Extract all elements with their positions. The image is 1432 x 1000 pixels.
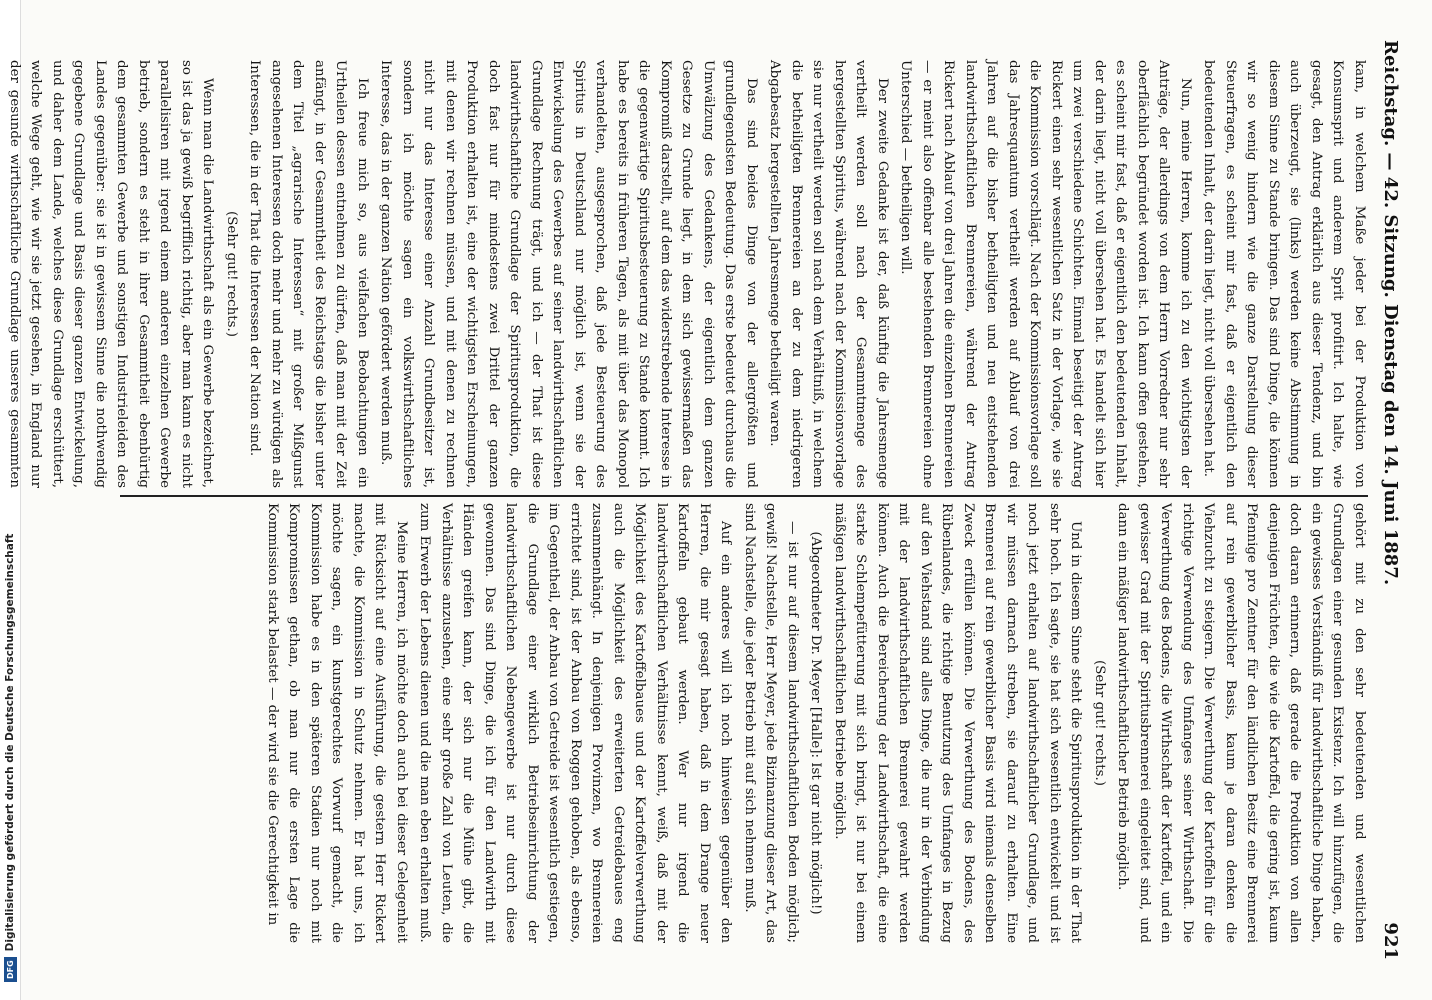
interjection: (Sehr gut! rechts.) <box>1092 659 1107 786</box>
text-column-right <box>120 503 1370 943</box>
paragraph: Der zweite Gedanke ist der, daß künftig die Jahresmenge vertheilt werden soll nach der Gesammtmenge des hergestellten Spiritus, während nach der Kommissionsvorlage sie nur vertheilt werden soll nach dem Verhältniß, in welchem die betheiligten Brennereien an der zu dem niedrigeren Abgabesatz hergestellten Jahresmenge betheiligt waren. <box>767 60 890 488</box>
text-column-right-content <box>120 503 1370 943</box>
page-number: 921 <box>1380 922 1401 960</box>
header-title: Reichstag. — 42. Sitzung. Dienstag den 14. Juni 1887. <box>1380 40 1401 586</box>
paragraph: — ist nur auf diesem landwirthschaftlichen Boden möglich; gewiß! Nachstelle, Herr Meyer, jede Bizinanzung dieser Art, das sind Nachstelle, die jeder Betrieb mit auf sich nehmen muß. <box>742 503 800 943</box>
running-header <box>1370 0 1410 1000</box>
running-header-text <box>1370 0 1410 1000</box>
interjection: (Abgeordneter Dr. Meyer [Halle]: Ist gar nicht möglich!) <box>808 531 824 915</box>
paragraph: Wenn man die Landwirthschaft als ein Gewerbe bezeichnet, so ist das ja gewiß begrifflich richtig, aber man kann es nicht parallelisiren mit irgend einem anderen einzelnen Gewerbe betrieb, sondern es steht in ihrer Gesammtheit ebenbürtig dem gesammten Gewerbe und sonstigen Industrieleiden des Landes gegenüber: sie ist in gewissem Sinne die nothwendig gegebene Grundlage und Basis dieser ganzen Entwickelung, und daher dem Lande, welches diese Grundlage erschüttert, welche Wege geht, wie wir sie jetzt gesehen, in England nur der gesunde wirthschaftliche Grundlage unseres gesammten <box>7 60 216 488</box>
paragraph: Nun, meine Herren, komme ich zu den wichtigsten der Anträge, der allerdings von dem Herrn Vorredner nur sehr oberflächlich begründet worden ist. Ich kann offen gestehen, es scheint mir fast, daß er eigentlich den bedeutenden Inhalt, der darin liegt, nicht voll übersehen hat. Es handelt sich hier um zwei verschiedene Schichten. Einmal beseitigt der Antrag Rickert einen sehr wesentlichen Satz in der Vorlage, wie sie die Kommission vorschlägt. Nach der Kommissionsvorlage soll das Jahresquantum vertheilt werden auf Ablauf von drei Jahren auf die bisher betheiligten und neu entstehenden landwirthschaftlichen Brennereien, während der Antrag Rickert nach Ablauf von drei Jahren die einzelnen Brennereien — er meint also offenbar alle bestehenden Brennereien ohne Unterschied — betheiligen will. <box>898 60 1193 488</box>
credit-text: Digitalisierung gefördert durch die Deutsche Forschungsgemeinschaft <box>4 533 16 952</box>
interjection: (Sehr gut! rechts.) <box>224 210 239 337</box>
paragraph: Und in diesem Sinne steht die Spiritusproduktion in der That sehr hoch. Ich sagte, sie hat sich wesentlich entwickelt und ist noch jetzt erhalten auf landwirthschaftlicher Grundlage, und wir müssen darnach streben, sie darauf zu erhalten. Eine Brennerei auf rein gewerblicher Basis wird niemals denselben Zweck erfüllen können. Die Verwerthung des Bodens, des Rübenlandes, die richtige Benutzung des Umfanges in Bezug auf den Viehstand sind alles Dinge, die nur in der Verbindung mit der landwirthschaftlichen Brennerei gewahrt werden können. Auch die Bereicherung der Landwirthschaft, die eine starke Schlempefütterung mit sich bringt, ist nur bei einem mäßigen landwirthschaftlichen Betriebe möglich. <box>832 503 1084 943</box>
paragraph: gehört mit zu den sehr bedeutenden und wesentlichen Grundlagen einer gesunden Existenz. Ich will hinzufügen, die ein gewisses Verständniß für landwirthschaftliche Dinge haben, doch daran erinnern, daß gerade die Produktion von allen denjenigen Früchten, die wie die Kartoffel, die gering ist, kaum Pfennige pro Zentner für den ländlichen Besitz eine Brennerei auf rein gewerblicher Basis, kaum je daran denken die Viehzucht zu steigern. Die Verwerthung der Kartoffeln für die richtige Verwendung des Umfanges seiner Wirthschaft. Die Verwerthung des Bodens, die Wirthschaft der Kartoffel, und ein gewisser Grad mit der Spiritusbrennerei eingeleitet sind, und dann ein mäßiger landwirthschaftlicher Betrieb möglich. <box>1115 503 1367 943</box>
paragraph: Auf ein anderes will ich noch hinweisen gegenüber den Herren, die mir gesagt haben, daß in dem Drange neuer Kartoffeln gebaut werden. Wer nur irgend die landwirthschaftlichen Verhältnisse kennt, weiß, daß mit der Möglichkeit des Kartoffelbaues und der Kartoffelverwerthung auch die Möglichkeit des erweiterten Getreidebaues eng zusammenhängt. In denjenigen Provinzen, wo Brennereien errichtet sind, ist der Anbau von Roggen gehoben, als ebenso, im Gegentheil, der Anbau von Getreide ist wesentlich gestiegen, die Grundlage einer wirklich Betriebseinrichtung der landwirthschaftlichen Nebengewerbe ist nur durch diese gewonnen. Das sind Dinge, die ich für den Landwirth mit Händen greifen kann, der sich nur die Mühe gibt, die Verhältnisse anzusehen, eine sehr große Zahl von Leuten, die zum Erwerb der Lebens dienen und die man eben erhalten muß. <box>417 503 734 943</box>
paragraph: Meine Herren, ich möchte doch auch bei dieser Gelegenheit mit Rücksicht auf eine Ausführung, die gestern Herr Rickert machte, die Kommission in Schutz nehmen. Er hat uns, ich möchte sagen, ein kunstgerechtes Vorwurf gemacht, die Kommission habe es in den späteren Stadien nur noch mit Kompromissen gethan, ob man nur die ersten Lage die Kommission stark belastet — der wird sie die Gerechtigkeit in <box>265 503 409 943</box>
paragraph: Das sind beides Dinge von der allergrößten und grundlegendsten Bedeutung. Das erste bedeutet durchaus die Umwälzung des Gedankens, der eigentlich dem ganzen Gesetze zu Grunde liegt, in dem sich gewissermaßen das Kompromiß darstellt, auf dem das widerstrebende Interesse in die gegenwärtige Spiritusbesteuerung zu Stande kommt. Ich habe es bereits in früheren Tagen, als mit über das Monopol verhandelten, ausgesprochen, daß jede Besteuerung des Spiritus in Deutschland nur möglich ist, wenn sie der Entwickelung des Gewerbes auf seiner landwirthschaftlichen Grundlage Rechnung trägt, und ich — der That ist diese landwirthschaftliche Grundlage der Spiritusproduktion, die doch fast nur für mindestens zwei Drittel der ganzen Produktion erhalten ist, eine der wichtigsten Erscheinungen, mit denen wir rechnen müssen, und mit denen zu rechnen nicht nur das Interesse einer Anzahl Grundbesitzer ist, sondern ich möchte sagen ein volkswirthschaftliches Interesse, das in der ganzen Nation gefördert werden muß. <box>378 60 759 488</box>
column-divider <box>120 495 1368 497</box>
dfg-logo: DFG <box>4 957 17 982</box>
text-column-left-content <box>7 60 1370 488</box>
text-column-left <box>7 60 1370 488</box>
paragraph: kam, in welchem Maße jeder bei der Produktion von Konsumsprit und anderem Sprit profitirt. Ich halte, wie gesagt, den Antrag erklärlich aus dieser Tendenz, und bin auch überzeugt, sie (links) werden keine Abstimmung in diesem Sinne zu Stande bringen. Das sind Dinge, die können wir so wenig hindern wie die ganze Darstellung dieser Steuerfragen, es scheint mir fast, daß er eigentlich den bedeutenden Inhalt, der darin liegt, nicht voll übersehen hat. <box>1201 60 1367 488</box>
paragraph: Ich freue mich so, aus vielfachen Beobachtungen ein Urtheilen dessen entnehmen zu dürfen, daß man mit der Zeit anfängt, in der Gesammtheit des Reichstags die bisher unter dem Titel „agrarische Interessen“ mit großer Mißgunst angesehenen Interessen doch mehr und mehr zu würdigen als Interessen, die in der That die Interessen der Nation sind. <box>247 60 370 488</box>
